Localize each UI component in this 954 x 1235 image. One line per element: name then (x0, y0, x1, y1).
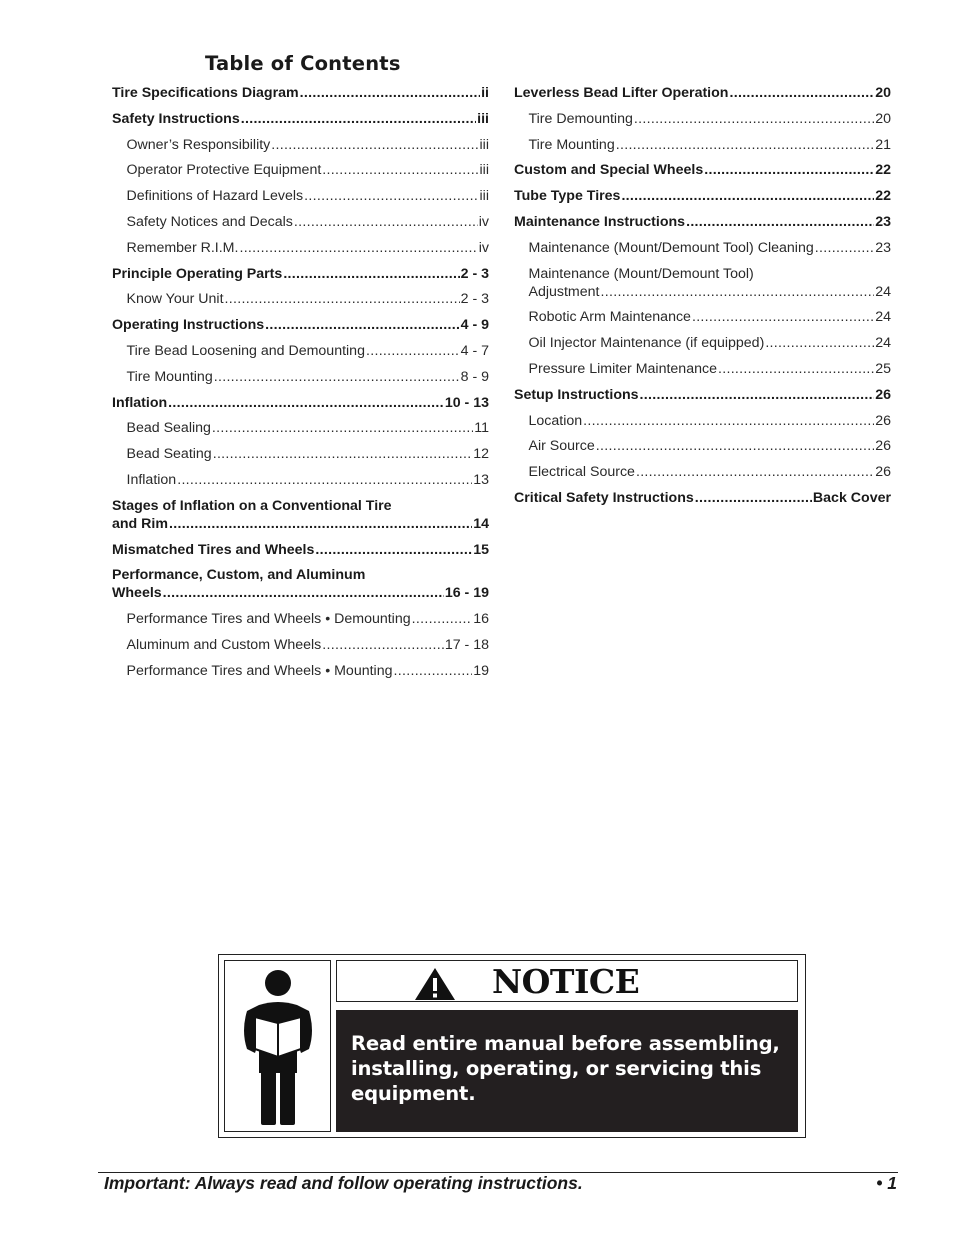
toc-entry-page: 16 (473, 611, 489, 628)
notice-box (218, 954, 806, 1138)
toc-entry-page: 26 (875, 464, 891, 481)
toc-entry-page: 26 (875, 386, 891, 403)
toc-leader-dots (239, 239, 477, 257)
toc-entry-title: Maintenance (Mount/Demount Tool) Cleaning (528, 239, 814, 256)
toc-entry[interactable] (514, 463, 891, 481)
toc-entry-title: Tire Mounting (528, 136, 615, 153)
toc-leader-dots (600, 283, 874, 301)
toc-entry-page: 23 (875, 213, 891, 230)
notice-header (336, 960, 798, 1002)
toc-entry-title: Definitions of Hazard Levels (126, 188, 304, 205)
toc-leader-dots (583, 412, 874, 430)
toc-entry-title: Tire Specifications Diagram (112, 85, 299, 101)
notice-panel (336, 1010, 798, 1132)
toc-entry-title: Aluminum and Custom Wheels (126, 636, 322, 653)
person-reading-manual-icon (224, 960, 331, 1132)
toc-entry-page: 22 (875, 188, 891, 205)
toc-entry[interactable] (112, 497, 489, 533)
toc-leader-dots (765, 334, 874, 352)
toc-leader-dots (704, 161, 874, 179)
toc-entry-page: 23 (875, 239, 891, 256)
toc-entry-page: 20 (875, 110, 891, 127)
toc-entry-page: 20 (875, 85, 891, 101)
toc-leader-dots (213, 445, 473, 463)
toc-leader-dots (304, 187, 478, 205)
toc-left-column (112, 84, 489, 688)
toc-entry-title: Leverless Bead Lifter Operation (514, 85, 729, 101)
toc-leader-dots (596, 437, 874, 455)
toc-title: Table of Contents (205, 52, 401, 75)
toc-entry-page: 21 (875, 136, 891, 153)
toc-entry-title: Pressure Limiter Maintenance (528, 360, 717, 377)
toc-entry-page: 10 - 13 (444, 394, 489, 411)
toc-entry-title: Tire Demounting (528, 110, 633, 127)
toc-entry-page: 14 (473, 515, 489, 532)
toc-leader-dots (636, 463, 874, 481)
toc-leader-dots (621, 187, 874, 205)
footer-reminder: Important: Always read and follow operating instructions. (104, 1173, 583, 1193)
toc-leader-dots (322, 161, 478, 179)
toc-entry[interactable] (112, 636, 489, 654)
toc-entry[interactable] (514, 84, 891, 102)
toc-leader-dots (283, 265, 459, 283)
toc-entry[interactable] (514, 161, 891, 179)
toc-entry-page: 26 (875, 438, 891, 455)
toc-entry-page: iv (478, 213, 489, 230)
toc-leader-dots (686, 213, 874, 231)
toc-entry[interactable] (514, 437, 891, 455)
toc-entry[interactable] (112, 265, 489, 283)
toc-entry[interactable] (112, 316, 489, 334)
toc-leader-dots (322, 636, 444, 654)
toc-entry-page: 4 - 7 (460, 342, 489, 359)
notice-heading: NOTICE (492, 962, 640, 1001)
toc-entry[interactable] (112, 213, 489, 231)
toc-entry-page: 26 (875, 412, 891, 429)
toc-leader-dots (315, 541, 472, 559)
toc-entry[interactable] (514, 239, 891, 257)
toc-entry-page: ii (481, 85, 489, 101)
toc-entry-page: 15 (473, 541, 489, 558)
toc-entry[interactable] (112, 84, 489, 102)
toc-leader-dots (634, 110, 874, 128)
toc-leader-dots (225, 290, 460, 308)
toc-entry[interactable] (112, 342, 489, 360)
toc-entry[interactable] (514, 265, 891, 301)
toc-entry-page: 12 (473, 446, 489, 463)
toc-entry[interactable] (514, 489, 891, 507)
toc-right-column (514, 84, 891, 515)
toc-entry-title: Critical Safety Instructions (514, 489, 694, 506)
toc-entry[interactable] (112, 419, 489, 437)
toc-leader-dots (163, 584, 444, 602)
toc-entry-title: Tire Mounting (126, 368, 213, 385)
warning-triangle-icon (414, 967, 456, 1001)
toc-leader-dots (300, 84, 481, 102)
toc-entry-page: iii (479, 188, 489, 205)
toc-entry-page: 24 (875, 335, 891, 352)
toc-entry-title: Safety Instructions (112, 110, 240, 127)
toc-entry-page: 24 (875, 309, 891, 326)
toc-entry-title: Tube Type Tires (514, 188, 621, 205)
toc-leader-dots (815, 239, 874, 257)
toc-entry-page: 13 (473, 471, 489, 488)
toc-entry-page: iii (479, 162, 489, 179)
toc-entry-title: Operator Protective Equipment (126, 162, 322, 179)
toc-leader-dots (169, 515, 472, 533)
toc-leader-dots (177, 471, 472, 489)
toc-entry-page: iii (479, 136, 489, 153)
toc-entry[interactable] (112, 610, 489, 628)
toc-entry-title: Know Your Unit (126, 291, 224, 308)
toc-leader-dots (265, 316, 459, 334)
toc-leader-dots (214, 368, 460, 386)
toc-entry-page: 24 (875, 283, 891, 300)
page-number: • 1 (876, 1173, 897, 1193)
toc-entry-page: 25 (875, 360, 891, 377)
toc-leader-dots (692, 308, 874, 326)
toc-entry[interactable] (514, 360, 891, 378)
toc-entry-page: 22 (875, 162, 891, 179)
toc-entry-title: Principle Operating Parts (112, 265, 283, 282)
toc-leader-dots (640, 386, 875, 404)
toc-entry[interactable] (112, 161, 489, 179)
toc-entry[interactable] (514, 110, 891, 128)
toc-entry-title: Setup Instructions (514, 386, 639, 403)
toc-entry-page: 19 (473, 662, 489, 679)
toc-entry[interactable] (112, 471, 489, 489)
toc-entry-title: Performance Tires and Wheels • Mounting (126, 662, 393, 679)
toc-entry-title: Remember R.I.M. (126, 239, 239, 256)
toc-entry[interactable] (514, 334, 891, 352)
toc-entry-title: Adjustment (528, 283, 600, 300)
toc-leader-dots (168, 394, 444, 412)
toc-entry-title-line1: Stages of Inflation on a Conventional Tire (112, 497, 392, 514)
toc-entry-page: iv (478, 239, 489, 256)
toc-entry[interactable] (514, 412, 891, 430)
toc-entry[interactable] (112, 662, 489, 680)
toc-entry-page: 2 - 3 (460, 291, 489, 308)
toc-entry[interactable] (112, 110, 489, 128)
toc-entry-title: Robotic Arm Maintenance (528, 309, 691, 326)
toc-entry-page: 4 - 9 (460, 317, 489, 334)
toc-entry-page: 8 - 9 (460, 368, 489, 385)
toc-entry-title: Custom and Special Wheels (514, 162, 704, 179)
toc-entry-title: Air Source (528, 438, 595, 455)
toc-leader-dots (393, 662, 472, 680)
toc-entry[interactable] (112, 239, 489, 257)
toc-entry-title-line1: Maintenance (Mount/Demount Tool) (528, 265, 754, 282)
toc-entry[interactable] (514, 187, 891, 205)
toc-entry-title: Owner’s Responsibility (126, 136, 271, 153)
toc-entry-title-line1: Performance, Custom, and Aluminum (112, 567, 366, 584)
toc-entry-title: Maintenance Instructions (514, 213, 686, 230)
toc-leader-dots (695, 489, 812, 507)
toc-leader-dots (294, 213, 478, 231)
toc-entry-title: Bead Seating (126, 446, 212, 463)
toc-entry-title: Mismatched Tires and Wheels (112, 541, 315, 558)
toc-leader-dots (212, 419, 473, 437)
toc-entry-page: 11 (474, 420, 489, 437)
toc-leader-dots (241, 110, 476, 128)
toc-entry-page: iii (477, 110, 489, 127)
toc-entry-page: Back Cover (812, 489, 891, 506)
toc-entry-title: Wheels (112, 585, 162, 602)
toc-entry[interactable] (514, 386, 891, 404)
toc-leader-dots (718, 360, 874, 378)
toc-entry-title: Tire Bead Loosening and Demounting (126, 342, 365, 359)
toc-entry[interactable] (514, 213, 891, 231)
toc-leader-dots (616, 136, 875, 154)
toc-leader-dots (412, 610, 473, 628)
toc-entry-title: Location (528, 412, 583, 429)
toc-entry[interactable] (112, 566, 489, 602)
toc-entry-page: 16 - 19 (444, 585, 489, 602)
toc-leader-dots (271, 136, 478, 154)
toc-entry[interactable] (112, 445, 489, 463)
toc-entry[interactable] (112, 368, 489, 386)
toc-entry[interactable] (112, 136, 489, 154)
toc-entry[interactable] (112, 187, 489, 205)
toc-entry-title: Performance Tires and Wheels • Demounting (126, 611, 411, 628)
toc-entry-page: 17 - 18 (444, 636, 489, 653)
toc-entry-title: Safety Notices and Decals (126, 213, 293, 230)
toc-entry[interactable] (112, 290, 489, 308)
toc-entry-page: 2 - 3 (460, 265, 489, 282)
toc-entry-title: Electrical Source (528, 464, 635, 481)
toc-entry-title: Oil Injector Maintenance (if equipped) (528, 335, 765, 352)
toc-entry[interactable] (112, 541, 489, 559)
toc-entry-title: Operating Instructions (112, 317, 265, 334)
toc-leader-dots (729, 84, 874, 102)
toc-entry-title: Inflation (126, 471, 177, 488)
toc-entry-title: Bead Sealing (126, 420, 211, 437)
toc-entry-title: Inflation (112, 394, 168, 411)
toc-leader-dots (366, 342, 460, 360)
toc-entry[interactable] (514, 136, 891, 154)
toc-entry[interactable] (514, 308, 891, 326)
toc-entry-title: and Rim (112, 515, 168, 532)
notice-message: Read entire manual before assembling, installing, operating, or servicing this equipment. (351, 1032, 780, 1105)
toc-entry[interactable] (112, 394, 489, 412)
